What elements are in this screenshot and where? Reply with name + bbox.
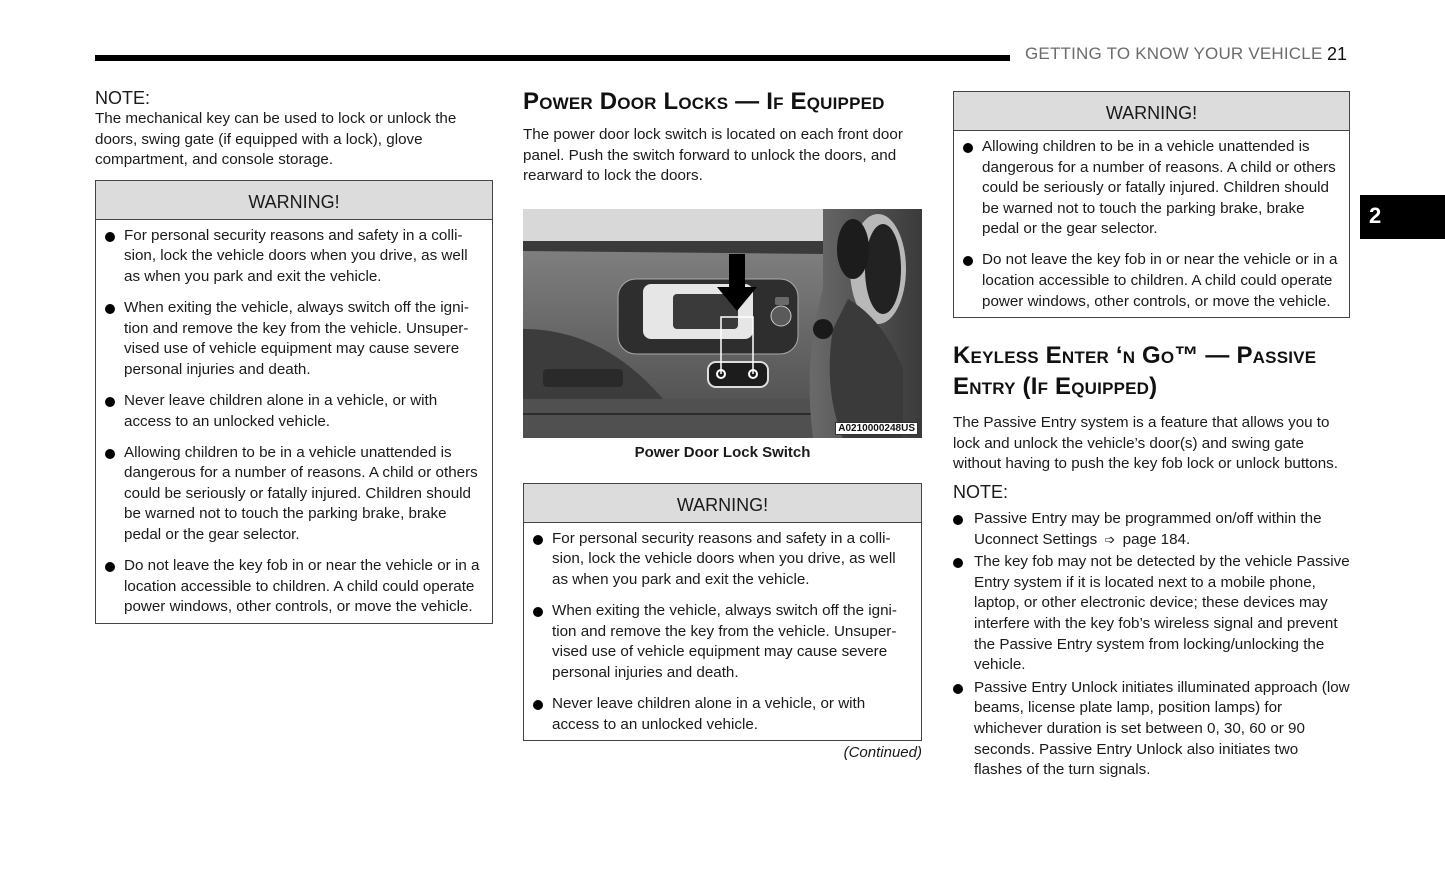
door-panel-illustration (523, 209, 922, 438)
chapter-tab[interactable]: 2 (1360, 195, 1445, 239)
warning-box (523, 483, 922, 741)
warning-item: Allowing children to be in a vehicle unattended is dangerous for a number of reasons. A child or others could be seriously or fatally injured. Children should be warned not to touch the parking brake, brake pedal or the gear selector. (104, 443, 484, 546)
bullet-icon (533, 535, 543, 545)
bullet-icon (533, 607, 543, 617)
warning-item: When exiting the vehicle, always switch off the igni-tion and remove the key from the vehicle. Unsuper-vised use of vehicle equipment may cause severe personal injuries and death. (532, 601, 913, 683)
warning-item: Do not leave the key fob in or near the vehicle or in a location accessible to children. A child could operate power windows, other controls, or move the vehicle. (104, 556, 484, 618)
arrow-right-xref-icon: ➩ (1104, 531, 1116, 547)
bullet-icon (963, 256, 973, 266)
warning-item: Never leave children alone in a vehicle, or with access to an unlocked vehicle. (104, 391, 484, 432)
figure-id: A0210000248US (835, 422, 918, 435)
warning-list (524, 523, 921, 740)
bullet-icon (105, 449, 115, 459)
warning-item: For personal security reasons and safety in a colli-sion, lock the vehicle doors when you drive, as well as when you park and exit the vehicle. (104, 226, 484, 288)
note-item: Passive Entry Unlock initiates illuminated approach (low beams, license plate lamp, position lamps) for whichever duration is set between 0, 30, 60 or 90 seconds. Passive Entry Unlock also initiates two flashes of the turn signals. (953, 678, 1350, 781)
page-reference-link[interactable]: page 184. (1122, 530, 1191, 548)
warning-box (953, 91, 1350, 318)
section-title-power-door-locks: Power Door Locks — If Equipped (523, 88, 885, 115)
warning-box (95, 180, 493, 624)
warning-list (96, 220, 492, 623)
page-number: 21 (1327, 44, 1348, 64)
running-header-title: GETTING TO KNOW YOUR VEHICLE (1025, 44, 1323, 63)
warning-item: Do not leave the key fob in or near the vehicle or in a location accessible to children. A child could operate power windows, other controls, or move the vehicle. (962, 250, 1341, 312)
note-text: The mechanical key can be used to lock or unlock the doors, swing gate (if equipped with a lock), glove compartment, and console storage. (95, 110, 457, 169)
section-title-keyless-enter-n-go: Keyless Enter ‘n Go™ — Passive Entry (If Equipped) (953, 342, 1317, 401)
note-label: NOTE: (953, 482, 1009, 503)
note-list (953, 509, 1350, 781)
warning-title: WARNING! (524, 484, 921, 523)
warning-item: Never leave children alone in a vehicle, or with access to an unlocked vehicle. (532, 694, 913, 735)
bullet-icon (105, 304, 115, 314)
figure-caption: Power Door Lock Switch (634, 443, 811, 461)
bullet-icon (105, 232, 115, 242)
right-column (953, 91, 1350, 783)
bullet-icon (105, 397, 115, 407)
warning-item: For personal security reasons and safety in a colli-sion, lock the vehicle doors when you drive, as well as when you park and exit the vehicle. (532, 529, 913, 591)
bullet-icon (953, 515, 963, 525)
bullet-icon (105, 562, 115, 572)
bullet-icon (533, 700, 543, 710)
bullet-icon (963, 143, 973, 153)
warning-list (954, 131, 1349, 317)
warning-item: When exiting the vehicle, always switch off the igni-tion and remove the key from the vehicle. Unsuper-vised use of vehicle equipment may cause severe personal injuries and death. (104, 298, 484, 380)
section-intro: The power door lock switch is located on each front door panel. Push the switch forward to unlock the doors, and rearward to lock the doors. (523, 126, 903, 185)
bullet-icon (953, 558, 963, 568)
note-label: NOTE: (95, 88, 151, 108)
door-lock-figure (523, 209, 922, 438)
section-intro: The Passive Entry system is a feature that allows you to lock and unlock the vehicle’s door(s) and swing gate without having to push the key fob lock or unlock buttons. (953, 414, 1338, 473)
continued-label: (Continued) (843, 744, 922, 762)
bullet-icon (953, 684, 963, 694)
warning-item: Allowing children to be in a vehicle unattended is dangerous for a number of reasons. A child or others could be seriously or fatally injured. Children should be warned not to touch the parking brake, brake pedal or the gear selector. (962, 137, 1341, 240)
header-rule (95, 55, 1010, 61)
note-item: Passive Entry may be programmed on/off within the Uconnect Settings ➩ page 184. (953, 509, 1350, 550)
left-column (95, 87, 493, 624)
middle-column (523, 86, 922, 761)
note-item: The key fob may not be detected by the vehicle Passive Entry system if it is located next to a mobile phone, laptop, or other electronic device; these devices may interfere with the key fob’s wireless signal and prevent the Passive Entry system from locking/unlocking the vehicle. (953, 552, 1350, 676)
warning-title: WARNING! (954, 92, 1349, 131)
warning-title: WARNING! (96, 181, 492, 220)
